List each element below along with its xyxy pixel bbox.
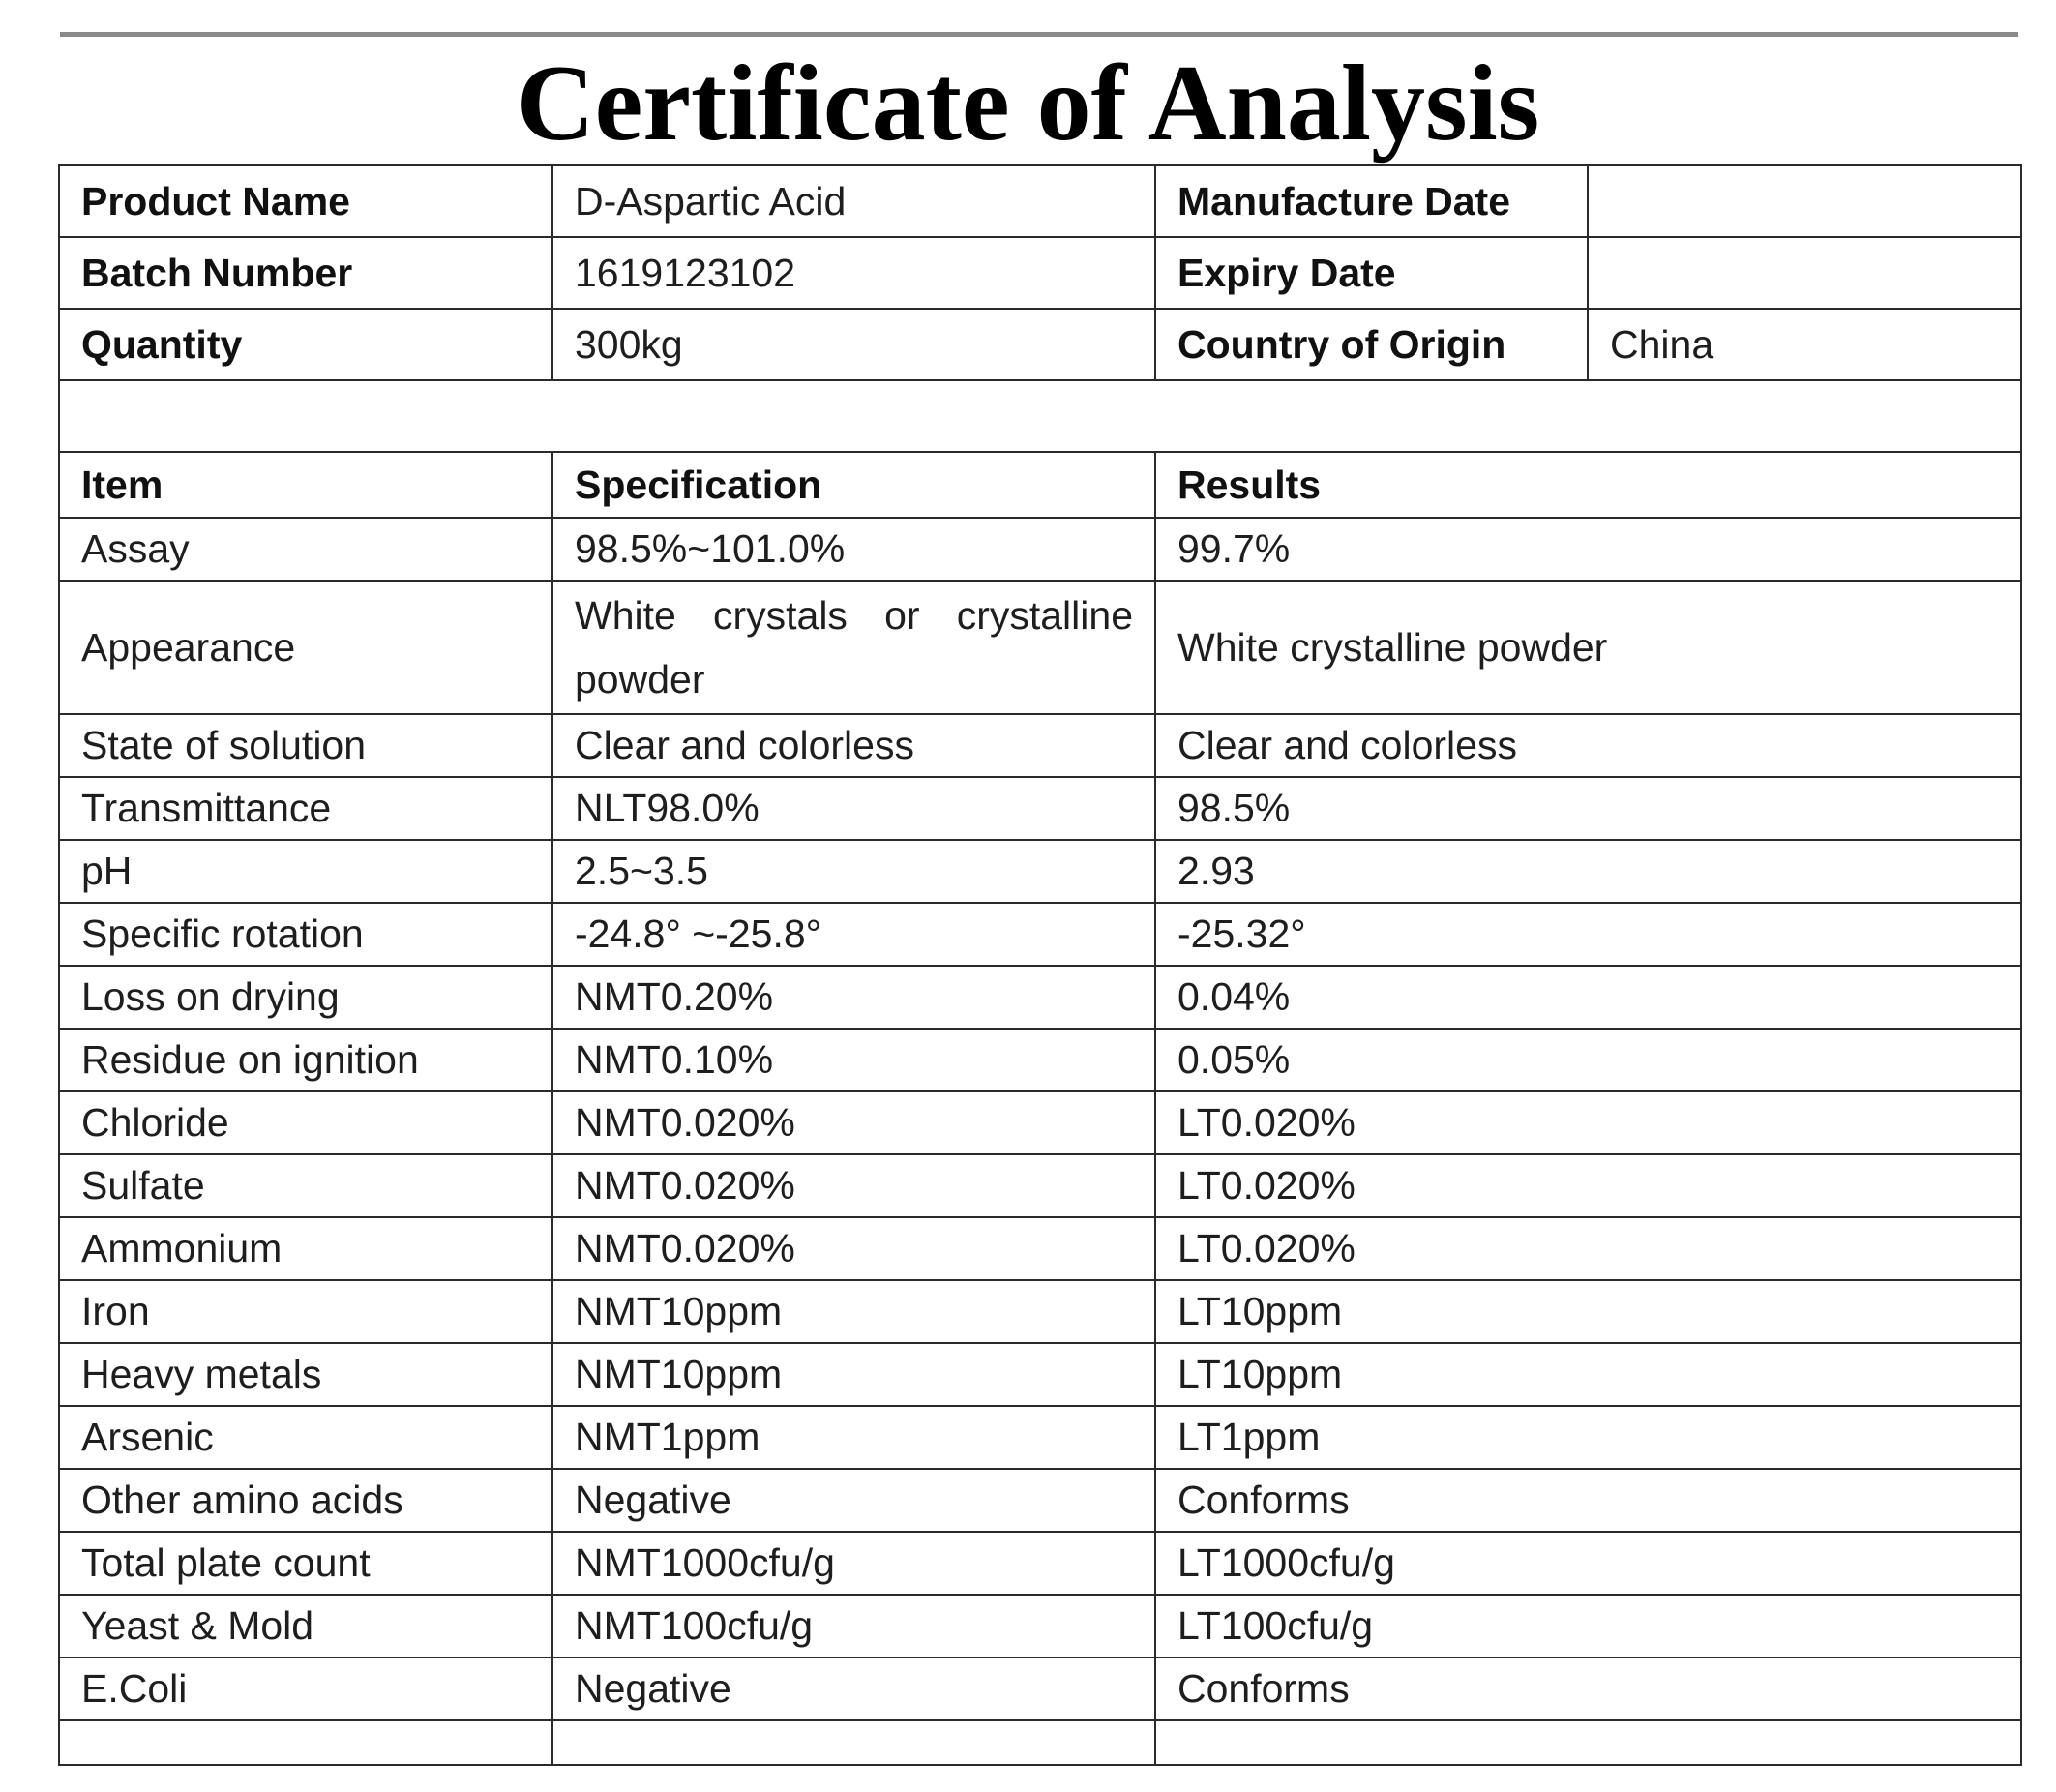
item-cell: Other amino acids: [59, 1469, 552, 1532]
result-cell: LT0.020%: [1155, 1154, 2021, 1217]
result-cell: LT10ppm: [1155, 1343, 2021, 1406]
header-row-quantity: [59, 309, 2021, 380]
item-cell: Total plate count: [59, 1532, 552, 1595]
item-cell: Iron: [59, 1280, 552, 1343]
item-cell: Ammonium: [59, 1217, 552, 1280]
table-row: [59, 1154, 2021, 1217]
column-header-specification: Specification: [552, 452, 1155, 518]
specification-cell: NMT10ppm: [552, 1343, 1155, 1406]
table-row: [59, 714, 2021, 777]
result-cell: 99.7%: [1155, 518, 2021, 581]
specification-cell: 98.5%~101.0%: [552, 518, 1155, 581]
result-cell: LT100cfu/g: [1155, 1595, 2021, 1658]
table-row: [59, 1029, 2021, 1091]
result-cell: Conforms: [1155, 1469, 2021, 1532]
header-row-batch: [59, 237, 2021, 309]
table-row: [59, 1469, 2021, 1532]
specification-cell: NMT1000cfu/g: [552, 1532, 1155, 1595]
country-of-origin-label: Country of Origin: [1155, 309, 1588, 380]
item-cell: Sulfate: [59, 1154, 552, 1217]
specification-cell: White crystals or crystalline powder: [552, 581, 1155, 714]
spacer-row: [59, 380, 2021, 452]
result-cell: 0.04%: [1155, 966, 2021, 1029]
item-cell: Loss on drying: [59, 966, 552, 1029]
spacer-cell: [59, 380, 2021, 452]
column-header-item: Item: [59, 452, 552, 518]
item-cell: Chloride: [59, 1091, 552, 1154]
result-cell: LT1000cfu/g: [1155, 1532, 2021, 1595]
specification-cell: -24.8° ~-25.8°: [552, 903, 1155, 966]
expiry-date-label: Expiry Date: [1155, 237, 1588, 309]
table-row: [59, 1532, 2021, 1595]
table-row-cut-off: [59, 1720, 2021, 1765]
result-cell: 0.05%: [1155, 1029, 2021, 1091]
specification-cell: Negative: [552, 1658, 1155, 1720]
specification-cell: NMT0.020%: [552, 1217, 1155, 1280]
table-row: [59, 966, 2021, 1029]
table-row: [59, 518, 2021, 581]
item-cell: Heavy metals: [59, 1343, 552, 1406]
specification-cell: NMT0.020%: [552, 1091, 1155, 1154]
product-name-label: Product Name: [59, 165, 552, 237]
specification-cell: NMT0.10%: [552, 1029, 1155, 1091]
table-row: [59, 1406, 2021, 1469]
expiry-date-value: [1588, 237, 2021, 309]
specification-cell: NMT10ppm: [552, 1280, 1155, 1343]
specification-cell: NMT0.020%: [552, 1154, 1155, 1217]
specification-cell: [552, 1720, 1155, 1765]
batch-number-value: 1619123102: [552, 237, 1155, 309]
item-cell: Arsenic: [59, 1406, 552, 1469]
specification-cell: NMT100cfu/g: [552, 1595, 1155, 1658]
column-header-results: Results: [1155, 452, 2021, 518]
result-cell: LT0.020%: [1155, 1091, 2021, 1154]
table-row: [59, 1280, 2021, 1343]
item-cell: Yeast & Mold: [59, 1595, 552, 1658]
item-cell: E.Coli: [59, 1658, 552, 1720]
table-row: [59, 1343, 2021, 1406]
result-cell: 2.93: [1155, 840, 2021, 903]
table-row: [59, 1595, 2021, 1658]
specification-cell: NLT98.0%: [552, 777, 1155, 840]
specification-cell: Negative: [552, 1469, 1155, 1532]
item-cell: State of solution: [59, 714, 552, 777]
result-cell: LT1ppm: [1155, 1406, 2021, 1469]
manufacture-date-value: [1588, 165, 2021, 237]
document-title: Certificate of Analysis: [516, 44, 1540, 164]
header-row-product: [59, 165, 2021, 237]
country-of-origin-value: China: [1588, 309, 2021, 380]
result-cell: LT0.020%: [1155, 1217, 2021, 1280]
result-cell: LT10ppm: [1155, 1280, 2021, 1343]
product-name-value: D-Aspartic Acid: [552, 165, 1155, 237]
table-row: [59, 903, 2021, 966]
result-cell: White crystalline powder: [1155, 581, 2021, 714]
table-row: [59, 581, 2021, 714]
item-cell: [59, 1720, 552, 1765]
item-cell: Assay: [59, 518, 552, 581]
specification-cell: NMT1ppm: [552, 1406, 1155, 1469]
table-row: [59, 777, 2021, 840]
specification-cell: NMT0.20%: [552, 966, 1155, 1029]
manufacture-date-label: Manufacture Date: [1155, 165, 1588, 237]
result-cell: -25.32°: [1155, 903, 2021, 966]
item-cell: Specific rotation: [59, 903, 552, 966]
table-row: [59, 1091, 2021, 1154]
item-cell: Appearance: [59, 581, 552, 714]
result-cell: [1155, 1720, 2021, 1765]
certificate-table: [58, 164, 2022, 1766]
result-cell: 98.5%: [1155, 777, 2021, 840]
specification-cell: 2.5~3.5: [552, 840, 1155, 903]
quantity-label: Quantity: [59, 309, 552, 380]
result-cell: Conforms: [1155, 1658, 2021, 1720]
specification-cell: Clear and colorless: [552, 714, 1155, 777]
batch-number-label: Batch Number: [59, 237, 552, 309]
result-cell: Clear and colorless: [1155, 714, 2021, 777]
item-cell: Transmittance: [59, 777, 552, 840]
table-row: [59, 840, 2021, 903]
column-header-row: [59, 452, 2021, 518]
item-cell: pH: [59, 840, 552, 903]
item-cell: Residue on ignition: [59, 1029, 552, 1091]
table-row: [59, 1658, 2021, 1720]
quantity-value: 300kg: [552, 309, 1155, 380]
top-rule: [60, 32, 2018, 37]
table-row: [59, 1217, 2021, 1280]
